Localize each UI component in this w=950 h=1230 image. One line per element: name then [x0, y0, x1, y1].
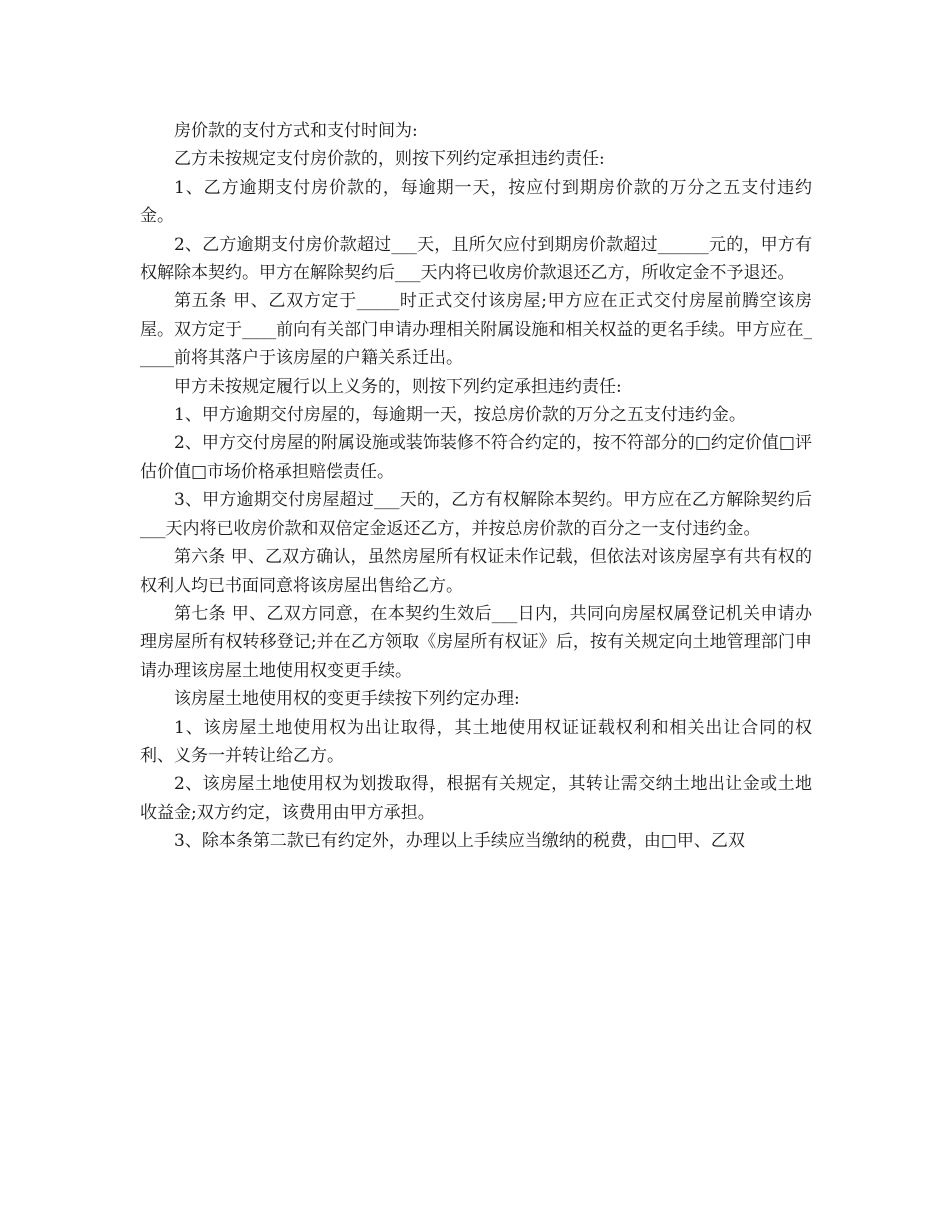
paragraph-article-5: 第五条 甲、乙双方定于_____时正式交付该房屋;甲方应在正式交付房屋前腾空该房屋。双方定于____前向有关部门申请办理相关附属设施和相关权益的更名手续。甲方应在_____前将其落户于该房屋的户籍关系迁出。	[140, 291, 812, 369]
paragraph-seller-breach-intro: 甲方未按规定履行以上义务的，则按下列约定承担违约责任:	[174, 376, 622, 397]
paragraph-buyer-breach-2: 2、乙方逾期支付房价款超过___天，且所欠应付到期房价款超过______元的，甲方有权解除本契约。甲方在解除契约后___天内将已收房价款退还乙方，所收定金不予退还。	[140, 234, 812, 284]
paragraph-land-use-intro: 该房屋土地使用权的变更手续按下列约定办理:	[174, 689, 520, 710]
paragraph-land-use-2: 2、该房屋土地使用权为划拨取得，根据有关规定，其转让需交纳土地出让金或土地收益金;双方约定，该费用由甲方承担。	[140, 774, 812, 823]
document-body	[140, 117, 812, 856]
paragraph-payment-method: 房价款的支付方式和支付时间为:	[174, 121, 418, 141]
paragraph-seller-breach-3: 3、甲方逾期交付房屋超过___天的，乙方有权解除本契约。甲方应在乙方解除契约后___天内将已收房价款和双倍定金返还乙方，并按总房价款的百分之一支付违约金。	[140, 490, 812, 539]
paragraph-land-use-3: 3、除本条第二款已有约定外，办理以上手续应当缴纳的税费，由□甲、乙双	[174, 831, 745, 852]
paragraph-seller-breach-2: 2、甲方交付房屋的附属设施或装饰装修不符合约定的，按不符部分的□约定价值□评估价值□市场价格承担赔偿责任。	[140, 433, 812, 482]
paragraph-seller-breach-1: 1、甲方逾期交付房屋的，每逾期一天，按总房价款的万分之五支付违约金。	[174, 405, 746, 426]
paragraph-buyer-breach-intro: 乙方未按规定支付房价款的，则按下列约定承担违约责任:	[174, 149, 605, 170]
paragraph-land-use-1: 1、该房屋土地使用权为出让取得，其土地使用权证证载权利和相关出让合同的权利、义务一并转让给乙方。	[140, 717, 812, 766]
paragraph-article-6: 第六条 甲、乙双方确认，虽然房屋所有权证未作记载，但依法对该房屋享有共有权的权利人均已书面同意将该房屋出售给乙方。	[140, 547, 812, 596]
paragraph-article-7: 第七条 甲、乙双方同意，在本契约生效后___日内，共同向房屋权属登记机关申请办理房屋所有权转移登记;并在乙方领取《房屋所有权证》后，按有关规定向土地管理部门申请办理该房屋土地使用权变更手续。	[140, 603, 812, 681]
paragraph-buyer-breach-1: 1、乙方逾期支付房价款的，每逾期一天，按应付到期房价款的万分之五支付违约金。	[140, 177, 812, 227]
